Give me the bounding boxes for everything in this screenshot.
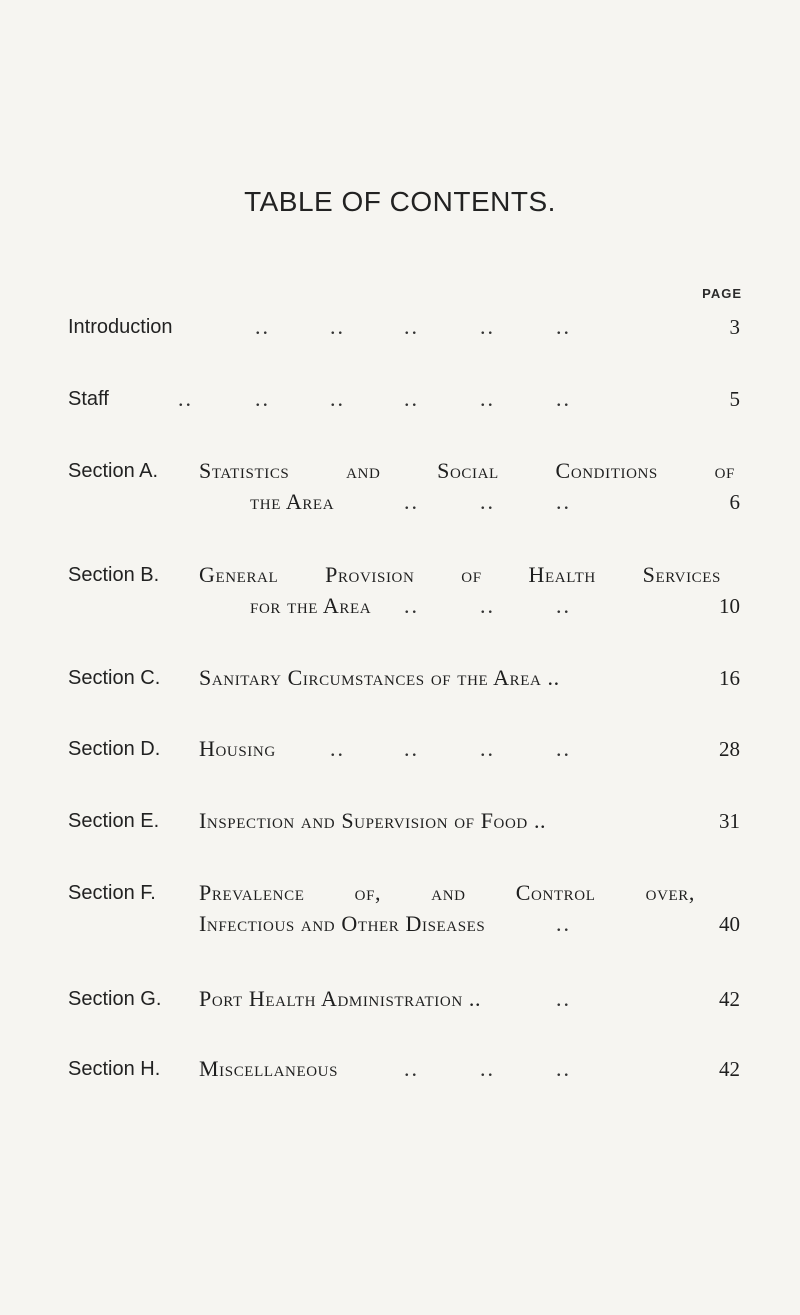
toc-entry-section-a[interactable] bbox=[68, 456, 740, 546]
leader-dots: .. bbox=[255, 386, 270, 411]
leader-dots: .. bbox=[480, 1056, 495, 1081]
page-number: 40 bbox=[719, 912, 740, 936]
page-number: 16 bbox=[719, 666, 740, 690]
leader-dots: .. bbox=[404, 314, 419, 339]
entry-heading-line-1: Inspection and Supervision of Food .. bbox=[199, 808, 547, 833]
entry-heading-line-1: General Provision of Health Services bbox=[199, 562, 721, 587]
leader-dots: .. bbox=[404, 386, 419, 411]
leader-dots: .. bbox=[556, 593, 571, 618]
toc-entry-section-h[interactable] bbox=[68, 1054, 740, 1144]
entry-heading-line-2: for the Area bbox=[250, 593, 372, 618]
leader-dots: .. bbox=[330, 314, 345, 339]
leader-dots: .. bbox=[556, 986, 571, 1011]
entry-heading-line-1: Statistics and Social Conditions of bbox=[199, 458, 735, 483]
page-title: TABLE OF CONTENTS. bbox=[244, 186, 556, 217]
leader-dots: .. bbox=[556, 314, 571, 339]
toc-entry-section-b[interactable] bbox=[68, 560, 740, 650]
entry-heading-line-1: Miscellaneous bbox=[199, 1056, 339, 1081]
leader-dots: .. bbox=[178, 386, 193, 411]
leader-dots: .. bbox=[556, 489, 571, 514]
leader-dots: .. bbox=[556, 1056, 571, 1081]
leader-dots: .. bbox=[255, 314, 270, 339]
entry-label: Section H. bbox=[68, 1058, 161, 1080]
entry-label: Introduction bbox=[68, 316, 173, 338]
leader-dots: .. bbox=[480, 386, 495, 411]
leader-dots: .. bbox=[404, 489, 419, 514]
leader-dots: .. bbox=[480, 314, 495, 339]
leader-dots: .. bbox=[480, 489, 495, 514]
page-number: 42 bbox=[719, 1057, 740, 1081]
leader-dots: .. bbox=[330, 386, 345, 411]
entry-label: Section G. bbox=[68, 988, 162, 1010]
entry-label: Section D. bbox=[68, 738, 161, 760]
entry-heading-line-1: Housing bbox=[199, 736, 276, 761]
page-number: 10 bbox=[719, 594, 740, 618]
leader-dots: .. bbox=[480, 736, 495, 761]
entry-heading-line-2: Infectious and Other Diseases bbox=[199, 911, 486, 936]
page-number: 5 bbox=[729, 387, 740, 411]
entry-label: Staff bbox=[68, 388, 109, 410]
page-number: 28 bbox=[719, 737, 740, 761]
page-number: 6 bbox=[729, 490, 740, 514]
entry-heading-line-1: Prevalence of, and Control over, bbox=[199, 880, 695, 905]
leader-dots: .. bbox=[330, 736, 345, 761]
leader-dots: .. bbox=[556, 736, 571, 761]
page-column-header: PAGE bbox=[702, 286, 742, 301]
leader-dots: .. bbox=[404, 736, 419, 761]
toc-entry-section-f[interactable] bbox=[68, 878, 740, 968]
entry-label: Section B. bbox=[68, 564, 160, 586]
entry-heading-line-1: Sanitary Circumstances of the Area .. bbox=[199, 665, 560, 690]
leader-dots: .. bbox=[404, 593, 419, 618]
leader-dots: .. bbox=[556, 911, 571, 936]
entry-heading-line-1: Port Health Administration .. bbox=[199, 986, 482, 1011]
page-number: 42 bbox=[719, 987, 740, 1011]
leader-dots: .. bbox=[480, 593, 495, 618]
entry-label: Section E. bbox=[68, 810, 160, 832]
entry-heading-line-2: the Area bbox=[250, 489, 335, 514]
entry-label: Section C. bbox=[68, 667, 161, 689]
entry-label: Section F. bbox=[68, 882, 156, 904]
entry-label: Section A. bbox=[68, 460, 159, 482]
page-number: 3 bbox=[729, 315, 740, 339]
page-number: 31 bbox=[719, 809, 740, 833]
leader-dots: .. bbox=[404, 1056, 419, 1081]
leader-dots: .. bbox=[556, 386, 571, 411]
